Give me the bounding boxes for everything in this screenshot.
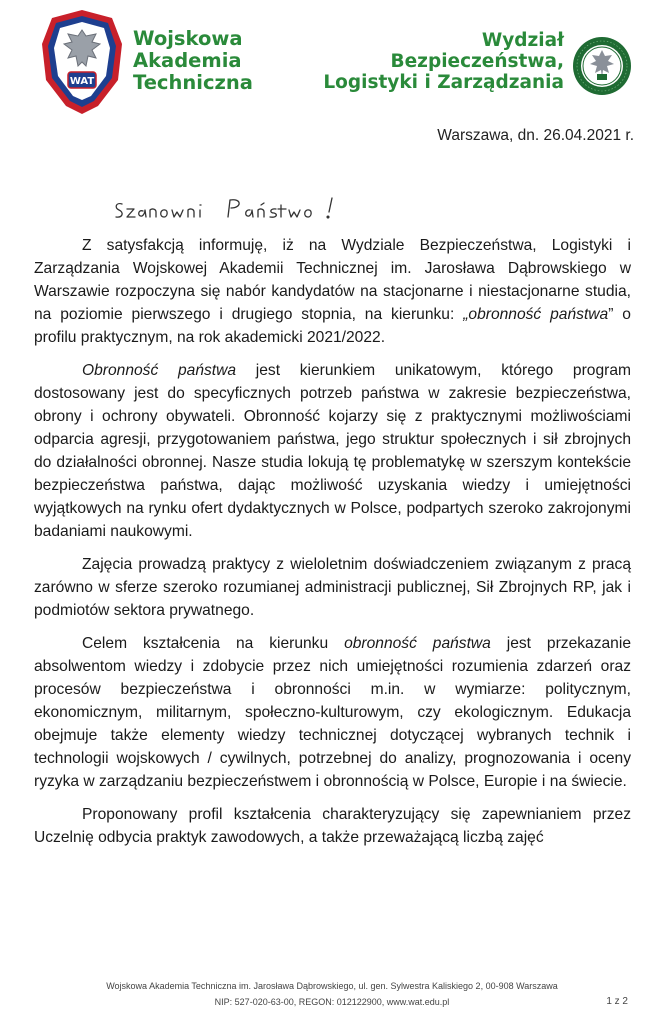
wat-badge-text: WAT: [69, 76, 95, 87]
paragraph: [34, 234, 631, 349]
text-run: jest kierunkiem unikatowym, którego program dostosowany jest do specyficznych potrzeb państwa w zakresie bezpieczeństwa, obrony i ochrony obywateli. Obronność kojarzy się z praktycznymi możliwościami odparcia agresji, przygotowaniem państwa, jego struktur społecznych i sił zbrojnych do działalności obronnej. Nasze studia lokują tę problematykę w szerszym kontekście bezpieczeństwa państwa, dając możliwość uzyskania wiedzy i umiejętności wyjątkowych na rynku ofert dydaktycznych w Polsce, podpartych szeroko zakrojonymi badaniami naukowymi.: [34, 362, 631, 540]
wat-logo: [38, 8, 126, 116]
text-run: Celem kształcenia na kierunku: [82, 635, 345, 652]
footer-address: Wojskowa Akademia Techniczna im. Jarosława Dąbrowskiego, ul. gen. Sylwestra Kaliskiego 2, 00-908 Warszawa: [106, 981, 558, 991]
handwritten-salutation-signature: [110, 192, 360, 228]
handwritten-salutation: [110, 192, 360, 233]
footer-ids: NIP: 527-020-63-00, REGON: 012122900, www.wat.edu.pl: [214, 997, 450, 1007]
wat-name-line: Akademia: [133, 49, 242, 72]
text-run: jest przekazanie absolwentom wiedzy i zdobycie przez nich umiejętności rozumienia zdarzeń oraz procesów bezpieczeństwa i obronności m.in. w wymiarze: politycznym, ekonomicznym, militarnym, społeczno-kulturowym, czy ekologicznym. Edukacja obejmuje także elementy wiedzy technicznej dotyczącej wybranych technik i technologii wojskowych / cywilnych, potrzebnej do analizy, prognozowania i oceny ryzyka w zarządzaniu bezpieczeństwem i obronnością w Polsce, Europie i na świecie.: [34, 635, 631, 790]
page-number: 1 z 2: [606, 996, 628, 1007]
paragraph: [34, 359, 631, 543]
faculty-name-line: Bezpieczeństwa,: [390, 51, 564, 72]
italic-text-run: Obronność państwa: [82, 362, 237, 379]
letter-body: [34, 234, 631, 859]
wat-name-line: Wojskowa: [133, 27, 243, 50]
paragraph: [34, 632, 631, 793]
faculty-name-line: Logistyki i Zarządzania: [323, 72, 564, 93]
text-run: ” o profilu praktycznym, na rok akademicki 2021/2022.: [34, 306, 631, 346]
paragraph: [34, 553, 631, 622]
text-run: Zajęcia prowadzą praktycy z wieloletnim doświadczeniem związanym z pracą zarówno w sferze szeroko rozumianej administracji publicznej, Sił Zbrojnych RP, jak i podmiotów sektora prywatnego.: [34, 556, 631, 619]
faculty-emblem: [572, 36, 632, 96]
faculty-emblem-icon: [572, 36, 632, 96]
wat-crest-icon: [38, 8, 126, 116]
letter-date: Warszawa, dn. 26.04.2021 r.: [437, 127, 634, 144]
italic-text-run: „obronność państwa: [463, 306, 609, 323]
text-run: Z satysfakcją informuję, iż na Wydziale Bezpieczeństwa, Logistyki i Zarządzania Wojskowej Akademii Technicznej im. Jarosława Dąbrowskiego w Warszawie rozpoczyna się nabór kandydatów na stacjonarne i niestacjonarne studia, na poziomie pierwszego i drugiego stopnia, na kierunku:: [34, 237, 631, 323]
text-run: Proponowany profil kształcenia charakteryzujący się zapewnianiem przez Uczelnię odbycia praktyk zawodowych, a także przeważającą liczbą zajęć: [34, 806, 631, 846]
wat-name-line: Techniczna: [133, 71, 253, 94]
faculty-name-line: Wydział: [481, 30, 564, 51]
wat-name: [133, 28, 253, 94]
paragraph: [34, 803, 631, 849]
italic-text-run: obronność państwa: [344, 635, 491, 652]
faculty-name: [323, 30, 564, 93]
letter-footer: [0, 978, 664, 1010]
